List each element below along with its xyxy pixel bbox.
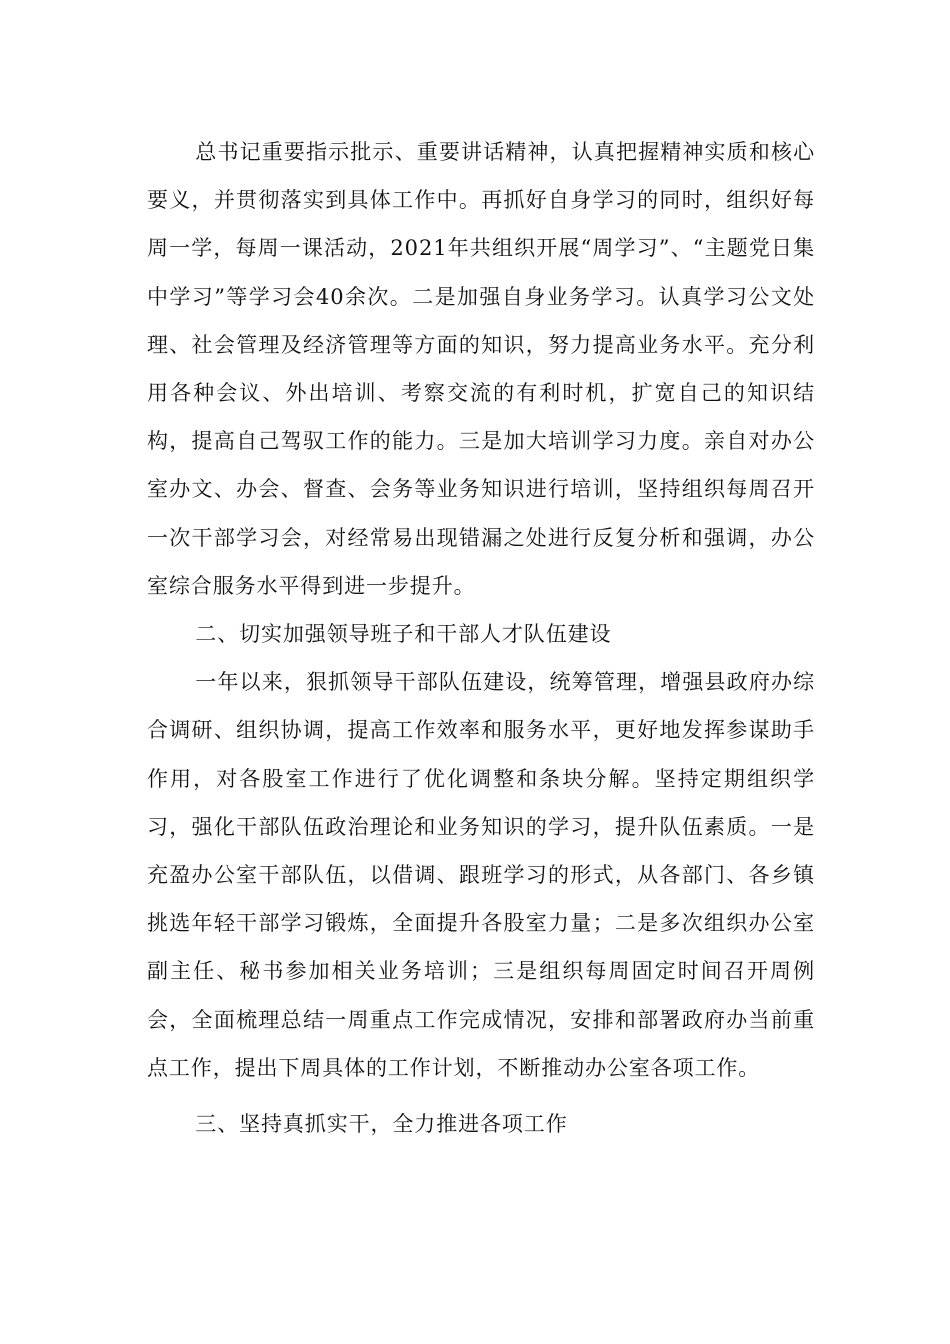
section-heading-team-building: 二、切实加强领导班子和干部人才队伍建设 bbox=[195, 622, 612, 647]
section-heading-practical-work: 三、坚持真抓实干，全力推进各项工作 bbox=[195, 1112, 568, 1137]
paragraph-study-activities: 总书记重要指示批示、重要讲话精神，认真把握精神实质和核心要义，并贯彻落实到具体工作中。再抓好自身学习的同时，组织好每周一学，每周一课活动，2021年共组织开展“周学习”、“主题党日集中学习”等学习会40余次。二是加强自身业务学习。认真学习公文处理、社会管理及经济管理等方面的知识，努力提高业务水平。充分利用各种会议、外出培训、考察交流的有利时机，扩宽自己的知识结构，提高自己驾驭工作的能力。三是加大培训学习力度。亲自对办公室办文、办会、督查、会务等业务知识进行培训，坚持组织每周召开一次干部学习会，对经常易出现错漏之处进行反复分析和强调，办公室综合服务水平得到进一步提升。 bbox=[147, 140, 815, 598]
paragraph-team-building: 一年以来，狠抓领导干部队伍建设，统筹管理，增强县政府办综合调研、组织协调，提高工作效率和服务水平，更好地发挥参谋助手作用，对各股室工作进行了优化调整和条块分解。坚持定期组织学习，强化干部队伍政治理论和业务知识的学习，提升队伍素质。一是充盈办公室干部队伍，以借调、跟班学习的形式，从各部门、各乡镇挑选年轻干部学习锻炼，全面提升各股室力量；二是多次组织办公室副主任、秘书参加相关业务培训；三是组织每周固定时间召开周例会，全面梳理总结一周重点工作完成情况，安排和部署政府办当前重点工作，提出下周具体的工作计划，不断推动办公室各项工作。 bbox=[147, 670, 815, 1080]
document-body bbox=[147, 128, 815, 1148]
